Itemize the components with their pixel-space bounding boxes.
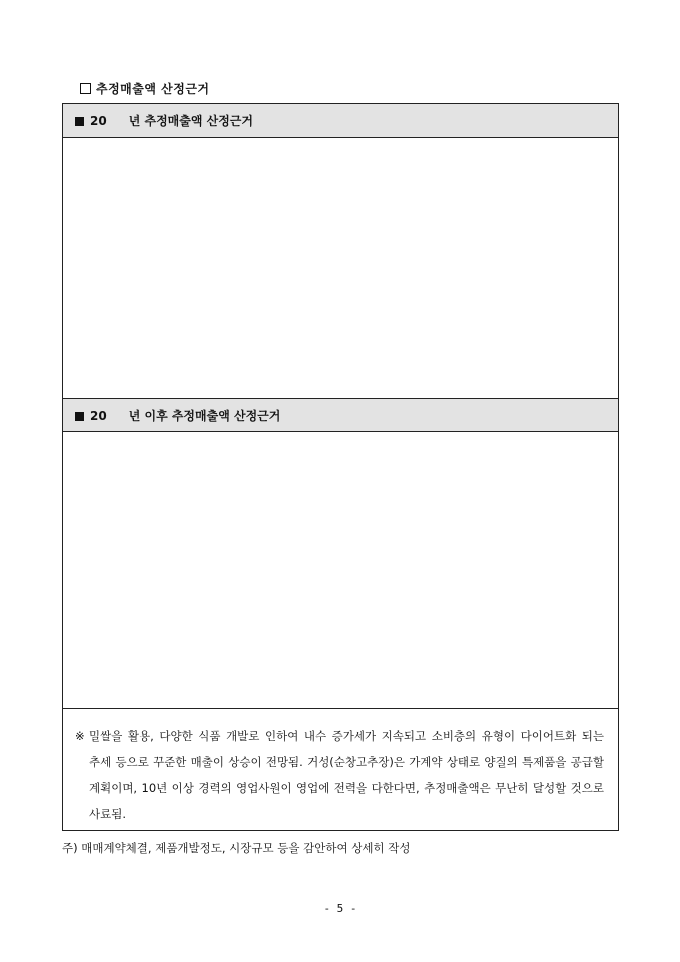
filled-square-icon <box>75 412 84 421</box>
section-title-text: 추정매출액 산정근거 <box>96 82 210 96</box>
header-year: 20 <box>90 114 107 128</box>
reference-mark: ※ <box>75 729 85 743</box>
blank-cell-future-years <box>63 432 618 709</box>
footnote: 주) 매매계약체결, 제품개발정도, 시장규모 등을 감안하여 상세히 작성 <box>62 841 411 855</box>
checkbox-square-icon <box>80 83 91 94</box>
header-year: 20 <box>90 409 107 423</box>
blank-cell-current-year <box>63 138 618 398</box>
estimate-table <box>62 103 619 831</box>
filled-square-icon <box>75 117 84 126</box>
header-label: 년 이후 추정매출액 산정근거 <box>128 409 281 423</box>
section-title <box>80 80 210 97</box>
table-header-current-year <box>63 104 618 138</box>
page-number: - 5 - <box>323 902 357 915</box>
note-cell <box>63 709 618 830</box>
note-text: 밀쌀을 활용, 다양한 식품 개발로 인하여 내수 증가세가 지속되고 소비층의 유형이 다이어트화 되는 추세 등으로 꾸준한 매출이 상승이 전망됨. 거성(순창고추장)은 가계약 상태로 양질의 특제품을 공급할 계획이며, 10년 이상 경력의 영업사원이 영업에 전력을 다한다면, 추정매출액은 무난히 달성할 것으로 사료됨. <box>89 729 604 821</box>
header-label: 년 추정매출액 산정근거 <box>128 114 253 128</box>
table-header-future-years <box>63 398 618 432</box>
